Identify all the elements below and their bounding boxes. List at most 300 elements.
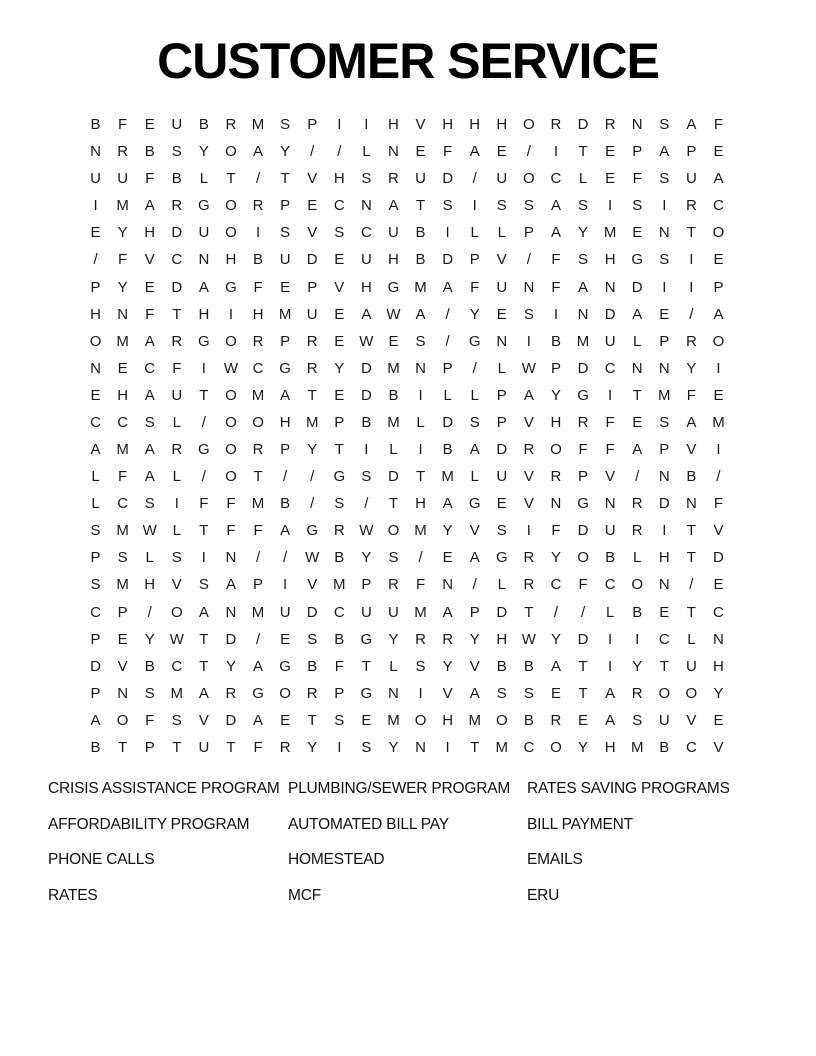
grid-cell: T	[226, 738, 236, 756]
grid-cell: E	[144, 116, 155, 134]
grid-cell: A	[686, 413, 697, 431]
grid-cell: L	[578, 170, 588, 188]
grid-cell: E	[90, 386, 101, 404]
grid-cell: P	[280, 332, 291, 350]
grid-cell: N	[117, 305, 129, 323]
grid-cell: N	[117, 684, 129, 702]
grid-cell: F	[713, 495, 724, 513]
grid-cell: L	[389, 441, 398, 459]
grid-cell: Y	[442, 522, 453, 540]
grid-cell: N	[604, 495, 616, 513]
word-list	[48, 780, 778, 923]
grid-cell: M	[333, 576, 346, 594]
grid-cell: T	[686, 603, 696, 621]
grid-cell: G	[198, 332, 210, 350]
grid-cell: R	[523, 441, 535, 459]
grid-cell: O	[495, 711, 508, 729]
grid-cell: V	[713, 738, 724, 756]
grid-cell: L	[633, 332, 642, 350]
grid-cell: Y	[686, 359, 697, 377]
grid-cell: R	[631, 684, 643, 702]
grid-cell: T	[578, 657, 588, 675]
grid-cell: C	[523, 738, 535, 756]
grid-cell: R	[388, 170, 399, 188]
grid-cell: R	[171, 197, 183, 215]
grid-cell: E	[144, 278, 155, 296]
grid-cell: E	[713, 143, 724, 161]
grid-cell: S	[334, 711, 345, 729]
grid-cell: B	[334, 630, 345, 648]
grid-cell: F	[605, 413, 615, 431]
word-list-item: EMAILS	[527, 851, 583, 869]
grid-cell: V	[686, 441, 697, 459]
grid-cell: Y	[550, 630, 561, 648]
grid-cell: S	[523, 305, 534, 323]
grid-cell: A	[523, 386, 534, 404]
grid-cell: F	[470, 278, 480, 296]
grid-cell: V	[469, 657, 480, 675]
grid-cell: G	[360, 630, 373, 648]
grid-cell: S	[632, 197, 643, 215]
grid-cell: Y	[144, 630, 155, 648]
grid-cell: E	[90, 224, 101, 242]
grid-cell: F	[605, 441, 615, 459]
grid-cell: A	[388, 197, 399, 215]
grid-cell: H	[442, 711, 454, 729]
grid-cell: /	[147, 603, 152, 621]
grid-cell: P	[117, 603, 128, 621]
grid-cell: S	[578, 251, 589, 269]
grid-cell: T	[172, 305, 182, 323]
grid-cell: E	[578, 711, 589, 729]
grid-cell: A	[713, 305, 724, 323]
grid-cell: I	[716, 441, 721, 459]
grid-cell: /	[255, 630, 261, 648]
grid-cell: /	[201, 468, 206, 486]
grid-cell: A	[253, 657, 264, 675]
grid-cell: F	[118, 468, 128, 486]
grid-cell: M	[387, 413, 400, 431]
grid-cell: G	[279, 359, 291, 377]
grid-cell: T	[361, 657, 371, 675]
grid-cell: A	[144, 441, 155, 459]
grid-cell: C	[252, 359, 264, 377]
grid-cell: H	[604, 738, 616, 756]
grid-cell: V	[469, 522, 480, 540]
grid-cell: T	[334, 441, 344, 459]
grid-cell: I	[337, 116, 342, 134]
grid-cell: M	[116, 576, 129, 594]
grid-cell: B	[90, 116, 101, 134]
grid-cell: C	[360, 224, 372, 242]
grid-cell: P	[253, 576, 264, 594]
grid-cell: F	[199, 495, 209, 513]
grid-cell: L	[497, 576, 506, 594]
grid-cell: M	[278, 305, 292, 323]
grid-cell: U	[360, 603, 372, 621]
grid-cell: B	[523, 711, 534, 729]
grid-cell: E	[334, 251, 345, 269]
grid-cell: R	[306, 359, 318, 377]
grid-cell: T	[307, 386, 317, 404]
grid-cell: B	[334, 549, 345, 567]
grid-cell: T	[199, 630, 209, 648]
grid-cell: B	[171, 170, 182, 188]
grid-cell: E	[713, 576, 724, 594]
grid-cell: P	[90, 684, 101, 702]
grid-cell: M	[414, 278, 427, 296]
grid-cell: /	[418, 549, 423, 567]
grid-cell: D	[360, 359, 372, 377]
grid-cell: O	[116, 711, 129, 729]
grid-cell: N	[713, 630, 724, 648]
grid-cell: M	[116, 441, 129, 459]
grid-cell: E	[659, 603, 670, 621]
grid-cell: D	[360, 386, 372, 404]
grid-cell: B	[361, 413, 372, 431]
grid-cell: G	[198, 197, 210, 215]
grid-cell: S	[659, 170, 670, 188]
grid-cell: H	[388, 116, 399, 134]
grid-cell: T	[253, 468, 263, 486]
grid-cell: V	[198, 711, 209, 729]
grid-cell: F	[686, 386, 696, 404]
grid-cell: U	[415, 170, 426, 188]
grid-cell: Y	[117, 278, 128, 296]
grid-cell: A	[632, 305, 643, 323]
grid-cell: A	[280, 522, 291, 540]
word-list-item: ERU	[527, 887, 560, 905]
grid-cell: I	[201, 549, 206, 567]
grid-cell: T	[686, 522, 696, 540]
grid-cell: P	[469, 603, 480, 621]
grid-cell: S	[144, 684, 155, 702]
grid-cell: R	[550, 711, 562, 729]
grid-cell: S	[171, 711, 182, 729]
grid-cell: V	[496, 251, 507, 269]
grid-cell: F	[172, 359, 182, 377]
grid-cell: L	[91, 495, 100, 513]
grid-cell: A	[605, 711, 616, 729]
grid-cell: U	[90, 170, 101, 188]
grid-cell: T	[199, 386, 209, 404]
grid-cell: A	[469, 684, 480, 702]
grid-cell: D	[442, 413, 454, 431]
grid-cell: U	[306, 305, 318, 323]
grid-cell: U	[198, 224, 210, 242]
grid-cell: M	[116, 332, 129, 350]
grid-cell: A	[144, 468, 155, 486]
grid-cell: I	[553, 305, 559, 323]
grid-cell: U	[685, 170, 697, 188]
grid-cell: B	[659, 738, 670, 756]
grid-cell: U	[388, 224, 399, 242]
grid-cell: B	[253, 251, 264, 269]
grid-cell: W	[223, 359, 239, 377]
grid-cell: I	[716, 359, 721, 377]
grid-cell: R	[279, 738, 291, 756]
grid-cell: A	[198, 684, 209, 702]
grid-cell: S	[496, 522, 507, 540]
grid-cell: U	[604, 522, 616, 540]
grid-cell: L	[443, 386, 452, 404]
grid-cell: O	[712, 224, 725, 242]
grid-cell: M	[387, 359, 400, 377]
grid-cell: F	[253, 522, 263, 540]
grid-cell: /	[526, 251, 531, 269]
grid-cell: Y	[388, 738, 399, 756]
grid-cell: H	[415, 495, 426, 513]
grid-cell: T	[415, 468, 426, 486]
grid-cell: M	[251, 603, 265, 621]
grid-cell: M	[658, 386, 671, 404]
grid-cell: U	[360, 251, 372, 269]
grid-cell: N	[604, 278, 616, 296]
grid-cell: I	[418, 441, 423, 459]
grid-cell: H	[144, 576, 156, 594]
grid-cell: R	[631, 522, 643, 540]
grid-cell: U	[388, 603, 399, 621]
grid-cell: P	[361, 576, 372, 594]
grid-cell: E	[442, 549, 453, 567]
grid-cell: D	[171, 278, 183, 296]
word-list-item: RATES SAVING PROGRAMS	[527, 780, 730, 797]
grid-cell: L	[172, 468, 181, 486]
grid-cell: Y	[578, 224, 589, 242]
grid-cell: A	[198, 278, 209, 296]
grid-cell: H	[117, 386, 129, 404]
grid-cell: I	[283, 576, 288, 594]
grid-cell: I	[553, 143, 559, 161]
grid-cell: A	[550, 197, 561, 215]
grid-cell: Y	[550, 549, 561, 567]
grid-cell: E	[550, 684, 561, 702]
grid-cell: T	[226, 170, 236, 188]
grid-cell: A	[469, 549, 480, 567]
grid-cell: O	[387, 522, 400, 540]
grid-cell: H	[333, 170, 345, 188]
grid-cell: C	[550, 170, 562, 188]
grid-cell: O	[279, 684, 291, 702]
grid-cell: R	[333, 522, 345, 540]
grid-cell: S	[144, 495, 155, 513]
grid-cell: A	[442, 495, 453, 513]
grid-cell: V	[523, 413, 534, 431]
grid-cell: M	[414, 603, 427, 621]
grid-cell: F	[226, 522, 236, 540]
grid-cell: E	[605, 170, 616, 188]
grid-cell: C	[658, 630, 670, 648]
grid-cell: I	[608, 630, 613, 648]
grid-cell: E	[605, 143, 616, 161]
grid-cell: /	[689, 305, 694, 323]
word-list-item: AFFORDABILITY PROGRAM	[48, 815, 250, 833]
grid-cell: Y	[388, 630, 399, 648]
grid-cell: E	[334, 305, 345, 323]
grid-cell: B	[442, 441, 453, 459]
grid-cell: Y	[198, 143, 209, 161]
grid-cell: P	[632, 143, 643, 161]
grid-cell: H	[713, 657, 724, 675]
grid-cell: H	[442, 116, 454, 134]
word-list-column	[288, 780, 527, 923]
grid-cell: L	[199, 170, 209, 188]
grid-cell: /	[310, 468, 315, 486]
grid-cell: D	[604, 305, 616, 323]
grid-cell: L	[633, 549, 642, 567]
grid-cell: O	[631, 576, 644, 594]
grid-cell: P	[334, 413, 345, 431]
grid-cell: B	[280, 495, 291, 513]
grid-cell: P	[90, 278, 101, 296]
grid-cell: A	[198, 603, 209, 621]
grid-cell: M	[251, 495, 265, 513]
grid-cell: T	[578, 143, 588, 161]
grid-cell: O	[225, 197, 237, 215]
grid-cell: D	[90, 657, 101, 675]
grid-cell: N	[360, 197, 372, 215]
grid-cell: S	[442, 197, 453, 215]
grid-cell: Y	[578, 738, 589, 756]
grid-cell: C	[171, 657, 183, 675]
grid-cell: G	[495, 549, 508, 567]
grid-cell: A	[632, 441, 643, 459]
grid-cell: V	[442, 684, 453, 702]
grid-cell: /	[472, 170, 477, 188]
grid-cell: B	[144, 657, 155, 675]
grid-cell: P	[307, 278, 318, 296]
grid-cell: /	[364, 495, 369, 513]
grid-cell: V	[307, 224, 318, 242]
grid-cell: F	[118, 116, 128, 134]
grid-cell: R	[225, 684, 237, 702]
grid-cell: R	[577, 413, 589, 431]
grid-cell: N	[550, 495, 562, 513]
grid-cell: N	[415, 359, 426, 377]
grid-cell: D	[225, 630, 237, 648]
grid-cell: M	[170, 684, 184, 702]
grid-cell: D	[225, 711, 237, 729]
grid-cell: P	[280, 441, 291, 459]
grid-cell: E	[632, 224, 643, 242]
grid-cell: L	[605, 603, 615, 621]
grid-cell: Y	[307, 441, 318, 459]
word-list-column	[527, 780, 778, 923]
grid-cell: O	[89, 332, 102, 350]
grid-cell: T	[172, 738, 182, 756]
grid-cell: N	[225, 549, 237, 567]
grid-cell: N	[496, 332, 508, 350]
grid-cell: L	[389, 657, 398, 675]
grid-cell: P	[496, 386, 507, 404]
grid-cell: G	[198, 441, 210, 459]
grid-cell: N	[658, 359, 670, 377]
grid-cell: S	[659, 413, 670, 431]
grid-cell: V	[415, 116, 426, 134]
grid-cell: T	[199, 522, 209, 540]
grid-cell: P	[469, 251, 480, 269]
grid-cell: E	[713, 251, 724, 269]
grid-cell: T	[415, 197, 426, 215]
grid-cell: R	[523, 576, 535, 594]
grid-cell: A	[442, 278, 453, 296]
grid-cell: I	[445, 224, 450, 242]
grid-cell: I	[201, 359, 206, 377]
grid-cell: V	[307, 170, 318, 188]
grid-cell: F	[578, 441, 588, 459]
grid-cell: C	[171, 251, 183, 269]
grid-cell: V	[307, 576, 318, 594]
grid-cell: H	[658, 549, 670, 567]
grid-cell: P	[144, 738, 155, 756]
grid-cell: I	[337, 738, 342, 756]
grid-cell: E	[388, 332, 399, 350]
grid-cell: H	[144, 224, 156, 242]
grid-cell: R	[415, 630, 426, 648]
word-list-item: AUTOMATED BILL PAY	[288, 815, 449, 833]
grid-cell: A	[686, 116, 697, 134]
grid-cell: D	[577, 359, 589, 377]
grid-cell: H	[279, 413, 291, 431]
grid-cell: C	[90, 413, 101, 431]
grid-cell: L	[145, 549, 154, 567]
grid-cell: D	[713, 549, 724, 567]
grid-cell: L	[497, 224, 506, 242]
grid-cell: G	[631, 251, 644, 269]
grid-cell: E	[713, 711, 724, 729]
grid-cell: A	[253, 711, 264, 729]
word-list-item: MCF	[288, 887, 321, 905]
grid-cell: W	[359, 332, 374, 350]
grid-cell: P	[496, 413, 507, 431]
grid-cell: U	[685, 657, 697, 675]
grid-cell: Y	[469, 305, 480, 323]
word-list-item: HOMESTEAD	[288, 851, 385, 869]
grid-cell: U	[658, 711, 670, 729]
grid-cell: B	[605, 549, 616, 567]
grid-cell: E	[659, 305, 670, 323]
grid-cell: E	[334, 332, 345, 350]
grid-cell: V	[523, 468, 534, 486]
grid-cell: /	[689, 576, 694, 594]
grid-cell: R	[117, 143, 129, 161]
grid-cell: C	[117, 413, 129, 431]
grid-cell: U	[496, 170, 508, 188]
grid-cell: E	[280, 278, 291, 296]
grid-cell: E	[117, 630, 128, 648]
grid-cell: C	[90, 603, 101, 621]
grid-cell: D	[388, 468, 399, 486]
grid-cell: /	[472, 359, 477, 377]
grid-cell: E	[496, 143, 507, 161]
grid-cell: O	[225, 413, 237, 431]
grid-cell: O	[685, 684, 698, 702]
grid-cell: G	[468, 495, 481, 513]
grid-cell: A	[713, 170, 724, 188]
grid-cell: Y	[307, 738, 318, 756]
grid-cell: L	[416, 413, 425, 431]
grid-cell: C	[713, 197, 724, 215]
grid-cell: O	[225, 224, 237, 242]
grid-cell: D	[171, 224, 183, 242]
grid-cell: G	[577, 386, 589, 404]
grid-cell: S	[171, 549, 182, 567]
grid-cell: T	[388, 495, 399, 513]
grid-cell: R	[685, 332, 697, 350]
grid-cell: R	[604, 116, 616, 134]
grid-cell: I	[445, 738, 450, 756]
grid-cell: U	[171, 386, 183, 404]
